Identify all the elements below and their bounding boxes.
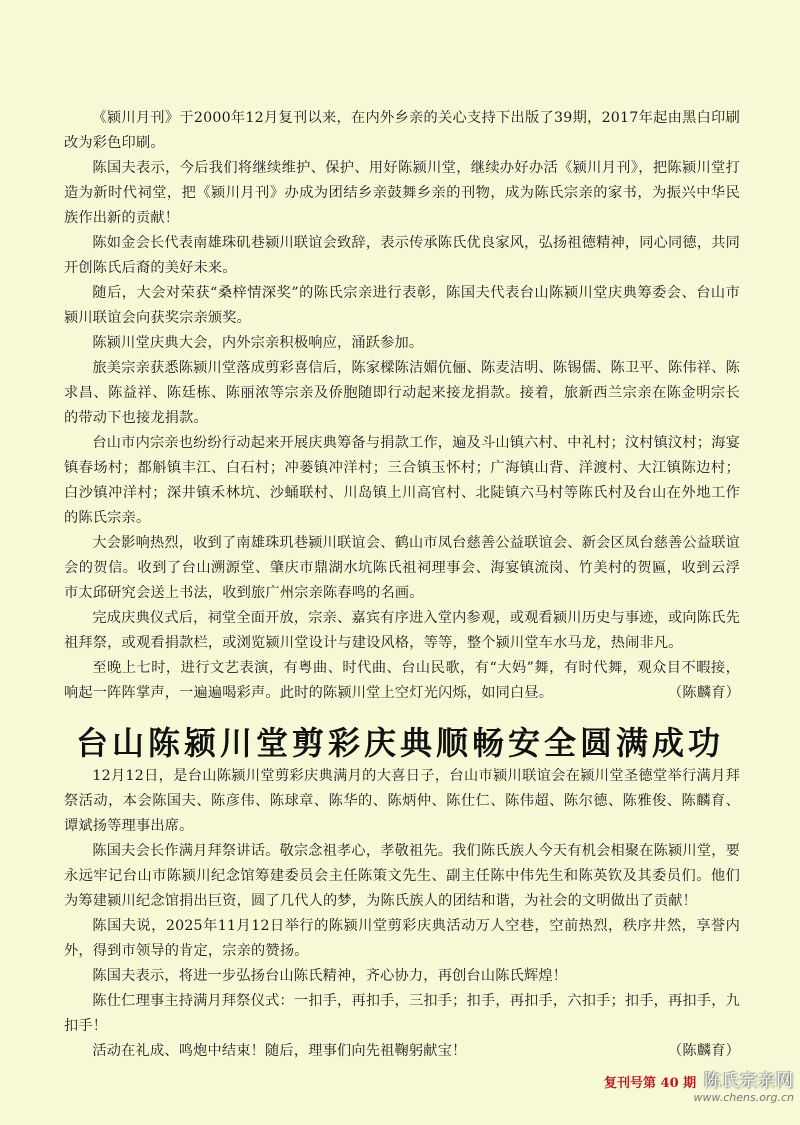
paragraph bbox=[64, 656, 740, 706]
paragraph: 12月12日，是台山陈颍川堂剪彩庆典满月的大喜日子，台山市颍川联谊会在颍川堂圣德堂举行满月拜祭活动，本会陈国夫、陈彦伟、陈球章、陈华的、陈炳仲、陈仕仁、陈伟超、陈尔德、陈雅俊、陈麟育、谭斌扬等理事出席。 bbox=[64, 768, 740, 834]
paragraph: 陈国夫会长作满月拜祭讲话。敬宗念祖孝心，孝敬祖先。我们陈氏族人今天有机会相聚在陈颍川堂，要永远牢记台山市陈颍川纪念馆筹建委员会主任陈策文先生、副主任陈中伟先生和陈英钦及其委员们。他们为筹建颍川纪念馆捐出巨资，圆了几代人的梦，为陈氏族人的团结和谐，为社会的文明做出了贡献！ bbox=[64, 843, 740, 909]
paragraph bbox=[64, 1039, 740, 1064]
paragraph: 旅美宗亲获悉陈颍川堂落成剪彩喜信后，陈家樑陈洁媚伉俪、陈麦洁明、陈锡儒、陈卫平、陈伟祥、陈求昌、陈益祥、陈廷栋、陈丽浓等宗亲及侨胞随即行动起来接龙捐款。接着，旅新西兰宗亲在陈金明宗长的带动下也接龙捐款。 bbox=[64, 360, 740, 426]
article-2-title: 台山陈颍川堂剪彩庆典顺畅安全圆满成功 bbox=[75, 724, 724, 762]
paragraph: 陈如金会长代表南雄珠矶巷颍川联谊会致辞，表示传承陈氏优良家风，弘扬祖德精神，同心同德，共同开创陈氏后裔的美好未来。 bbox=[64, 235, 740, 276]
paragraph: 台山市内宗亲也纷纷行动起来开展庆典筹备与捐款工作，遍及斗山镇六村、中礼村；汶村镇汶村；海宴镇春场村；都斛镇丰江、白石村；冲蒌镇冲洋村；三合镇玉怀村；广海镇山背、洋渡村、大江镇陈边村；白沙镇冲洋村；深井镇禾林坑、沙蛹联村、川岛镇上川高官村、北陡镇六马村等陈氏村及台山在外地工作的陈氏宗亲。 bbox=[64, 435, 740, 526]
issue-number: 复刊号第 40 期 bbox=[604, 1076, 697, 1091]
watermark-text: 陈氏宗亲网 bbox=[704, 1071, 794, 1091]
paragraph: 大会影响热烈，收到了南雄珠玑巷颍川联谊会、鹤山市凤台慈善公益联谊会、新会区凤台慈善公益联谊会的贺信。收到了台山溯源堂、肇庆市鼎湖水坑陈氏祖祠理事会、海宴镇流岗、竹美村的贺匾，收到云浮市太邱研究会送上书法，收到旅广州宗亲陈春鸣的名画。 bbox=[64, 535, 740, 601]
site-watermark bbox=[693, 1066, 794, 1104]
paragraph: 陈颍川堂庆典大会，内外宗亲积极响应，涌跃参加。 bbox=[92, 335, 424, 351]
paragraph: 《颍川月刊》于2000年12月复刊以来，在内外乡亲的关心支持下出版了39期，2017年起由黑白印刷改为彩色印刷。 bbox=[64, 110, 740, 151]
article-2-body bbox=[64, 764, 740, 1064]
paragraph: 陈仕仁理事主持满月拜祭仪式：一扣手，再扣手，三扣手；扣手，再扣手，六扣手；扣手，再扣手，九扣手！ bbox=[64, 993, 740, 1034]
author-signature: （陈麟育） bbox=[668, 685, 740, 701]
paragraph: 陈国夫表示，今后我们将继续维护、保护、用好陈颍川堂，继续办好办活《颍川月刊》，把陈颍川堂打造为新时代祠堂，把《颍川月刊》办成为团结乡亲鼓舞乡亲的刊物，成为陈氏宗亲的家书，为振兴中华民族作出新的贡献！ bbox=[64, 160, 740, 226]
paragraph: 陈国夫表示，将进一步弘扬台山陈氏精神，齐心协力，再创台山陈氏辉煌！ bbox=[92, 968, 568, 984]
paragraph: 随后，大会对荣获“桑梓情深奖”的陈氏宗亲进行表彰，陈国夫代表台山陈颍川堂庆典筹委会、台山市颍川联谊会向获奖宗亲颁奖。 bbox=[64, 285, 740, 326]
author-signature: （陈麟育） bbox=[668, 1043, 740, 1059]
paragraph: 完成庆典仪式后，祠堂全面开放，宗亲、嘉宾有序进入堂内参观，或观看颍川历史与事迹，或向陈氏先祖拜祭，或观看捐款栏，或浏览颍川堂设计与建设风格，等等，整个颍川堂车水马龙，热闹非凡。 bbox=[64, 610, 740, 651]
paragraph-text: 至晚上七时，进行文艺表演，有粤曲、时代曲、台山民歌，有“大妈”舞，有时代舞，观众目不暇接，响起一阵阵掌声，一遍遍喝彩声。此时的陈颍川堂上空灯光闪烁，如同白昼。 bbox=[64, 660, 740, 701]
watermark-url: www.chens.org.cn bbox=[693, 1091, 794, 1104]
paragraph: 陈国夫说，2025年11月12日举行的陈颍川堂剪彩庆典活动万人空巷，空前热烈，秩序井然，享誉内外，得到市领导的肯定，宗亲的赞扬。 bbox=[64, 918, 740, 959]
article-1-body bbox=[64, 106, 740, 706]
paragraph-text: 活动在礼成、鸣炮中结束！随后，理事们向先祖鞠躬献宝！ bbox=[92, 1043, 467, 1059]
